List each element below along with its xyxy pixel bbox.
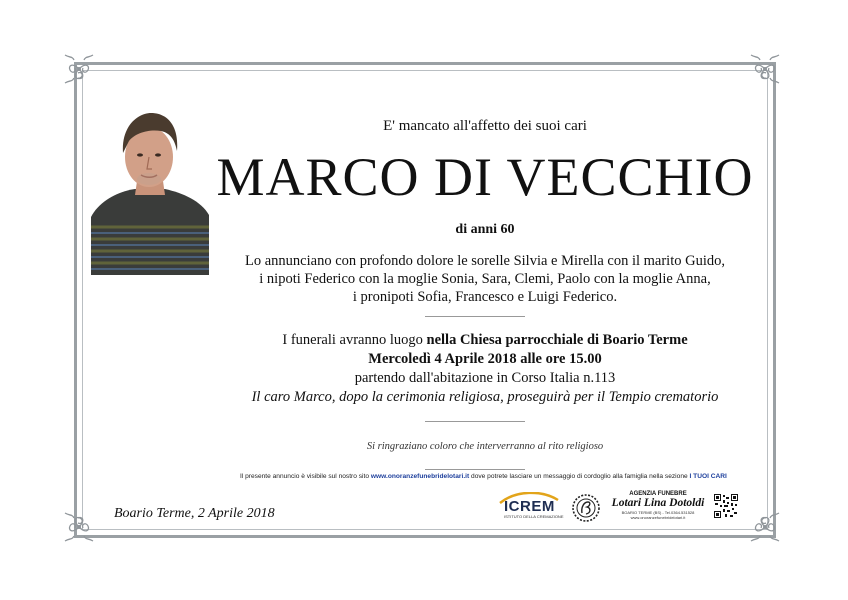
divider: [425, 316, 525, 317]
corner-ornament-icon: [748, 52, 782, 86]
funeral-departure: partendo dall'abitazione in Corso Italia n.113: [354, 370, 616, 386]
section-tag: I TUOI CARI: [689, 473, 727, 480]
website-notice: [240, 473, 760, 480]
website-link[interactable]: www.onoranzefunebridelotari.it: [370, 473, 470, 480]
age-text: di anni 60: [455, 222, 515, 237]
announcement: [215, 252, 755, 306]
agency-logo: [602, 491, 714, 520]
funeral-datetime: Mercoledì 4 Aprile 2018 alle ore 15.00: [368, 351, 602, 367]
qr-code-icon: [714, 494, 738, 518]
corner-ornament-icon: [62, 510, 96, 544]
notice-prefix: Il presente annuncio è visibile sul nostro sito: [240, 473, 370, 480]
funeral-church: nella Chiesa parrocchiale di Boario Terme: [426, 332, 688, 348]
announcement-line: i nipoti Federico con la moglie Sonia, Sara, Clemi, Paolo con la moglie Anna,: [259, 271, 711, 287]
divider: [425, 421, 525, 422]
funeral-cremation-note: Il caro Marco, dopo la cerimonia religiosa, proseguirà per il Tempio crematorio: [251, 389, 719, 405]
announcement-line: Lo annunciano con profondo dolore le sorelle Silvia e Mirella con il marito Guido,: [245, 253, 725, 269]
thanks-text: Si ringraziano coloro che interverranno al rito religioso: [366, 441, 604, 452]
agency-title: AGENZIA FUNEBRE: [629, 491, 687, 497]
agency-name: Lotari Lina Dotoldi: [611, 497, 705, 509]
agency-site: www.onoranzefunebridelotari.it: [630, 515, 686, 520]
corner-ornament-icon: [748, 510, 782, 544]
funeral-location-prefix: I funerali avranno luogo: [282, 332, 427, 348]
portrait-photo: [91, 105, 209, 275]
notice-middle: dove potrete lasciare un messaggio di cordoglio alla famiglia nella sezione: [471, 473, 688, 480]
intro-text: E' mancato all'affetto dei suoi cari: [383, 118, 587, 134]
icrem-subtitle: ISTITUTO DELLA CREMAZIONE: [504, 514, 564, 519]
funeral-details: [215, 331, 755, 407]
funeral-line-location: [215, 331, 755, 350]
announcement-line: i pronipoti Sofia, Francesco e Luigi Federico.: [352, 289, 618, 305]
agency-detail: BOARIO TERME (BS) - Tel.0364.531528: [621, 510, 695, 515]
place-date: Boario Terme, 2 Aprile 2018: [114, 506, 275, 521]
icrem-wordmark: ICREM: [504, 498, 555, 515]
icrem-logo: [492, 492, 572, 520]
divider: [425, 469, 525, 470]
agency-seal-icon: [571, 493, 601, 523]
corner-ornament-icon: [62, 52, 96, 86]
deceased-name: MARCO DI VECCHIO: [216, 147, 754, 207]
